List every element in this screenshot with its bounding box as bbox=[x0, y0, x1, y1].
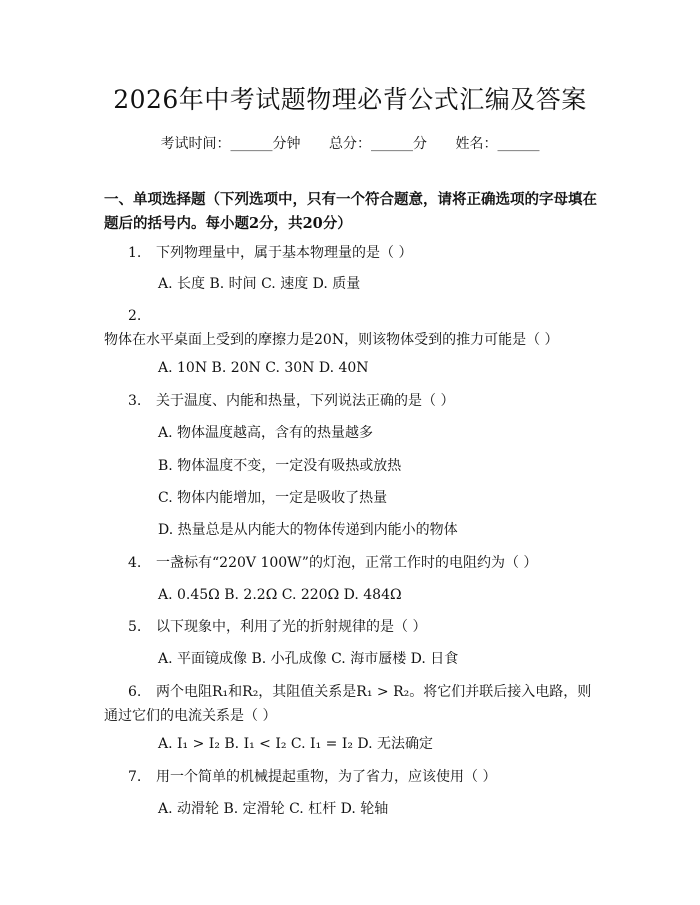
question-3-option-a: A. 物体温度越高，含有的热量越多 bbox=[158, 425, 374, 441]
question-4 bbox=[104, 551, 604, 575]
question-1-options: A. 长度 B. 时间 C. 速度 D. 质量 bbox=[158, 276, 361, 292]
question-number: 1. bbox=[128, 245, 142, 261]
page-title: 2026年中考试题物理必背公式汇编及答案 bbox=[113, 85, 587, 114]
question-text: 以下现象中，利用了光的折射规律的是（ ） bbox=[156, 619, 427, 635]
question-3-option-b: B. 物体温度不变，一定没有吸热或放热 bbox=[158, 458, 402, 474]
question-text: 物体在水平桌面上受到的摩擦力是20N，则该物体受到的推力可能是（ ） bbox=[104, 332, 559, 348]
question-6 bbox=[104, 680, 604, 728]
exam-name: 姓名：______ bbox=[455, 136, 540, 152]
exam-score: 总分：______分 bbox=[329, 136, 427, 152]
question-3-option-d: D. 热量总是从内能大的物体传递到内能小的物体 bbox=[158, 522, 458, 538]
question-number: 5. bbox=[128, 619, 142, 635]
question-text: 关于温度、内能和热量，下列说法正确的是（ ） bbox=[156, 393, 455, 409]
question-6-options: A. I₁ > I₂ B. I₁ < I₂ C. I₁ = I₂ D. 无法确定 bbox=[158, 736, 434, 752]
question-text: 一盏标有“220V 100W”的灯泡，正常工作时的电阻约为（ ） bbox=[156, 555, 538, 571]
question-number: 4. bbox=[128, 555, 142, 571]
question-text: 两个电阻R₁和R₂，其阻值关系是R₁ > R₂。将它们并联后接入电路，则通过它们的电流关系是（ ） bbox=[104, 684, 592, 724]
question-1 bbox=[104, 241, 604, 265]
question-number: 6. bbox=[128, 684, 142, 700]
exam-info bbox=[0, 133, 700, 153]
question-7-options: A. 动滑轮 B. 定滑轮 C. 杠杆 D. 轮轴 bbox=[158, 801, 389, 817]
question-text: 用一个简单的机械提起重物，为了省力，应该使用（ ） bbox=[156, 769, 497, 785]
question-text: 下列物理量中，属于基本物理量的是（ ） bbox=[156, 245, 413, 261]
question-number: 7. bbox=[128, 769, 142, 785]
question-4-options: A. 0.45Ω B. 2.2Ω C. 220Ω D. 484Ω bbox=[158, 587, 402, 603]
question-number: 2. bbox=[128, 308, 142, 324]
question-3-option-c: C. 物体内能增加，一定是吸收了热量 bbox=[158, 490, 388, 506]
question-5 bbox=[104, 615, 604, 639]
section-heading: 一、单项选择题（下列选项中，只有一个符合题意，请将正确选项的字母填在题后的括号内。每小题2分，共20分） bbox=[104, 191, 597, 232]
question-2 bbox=[104, 304, 604, 352]
question-2-options: A. 10N B. 20N C. 30N D. 40N bbox=[158, 360, 369, 376]
question-number: 3. bbox=[128, 393, 142, 409]
question-3 bbox=[104, 389, 604, 413]
exam-time: 考试时间：______分钟 bbox=[160, 136, 301, 152]
question-5-options: A. 平面镜成像 B. 小孔成像 C. 海市蜃楼 D. 日食 bbox=[158, 651, 459, 667]
question-7 bbox=[104, 765, 604, 789]
